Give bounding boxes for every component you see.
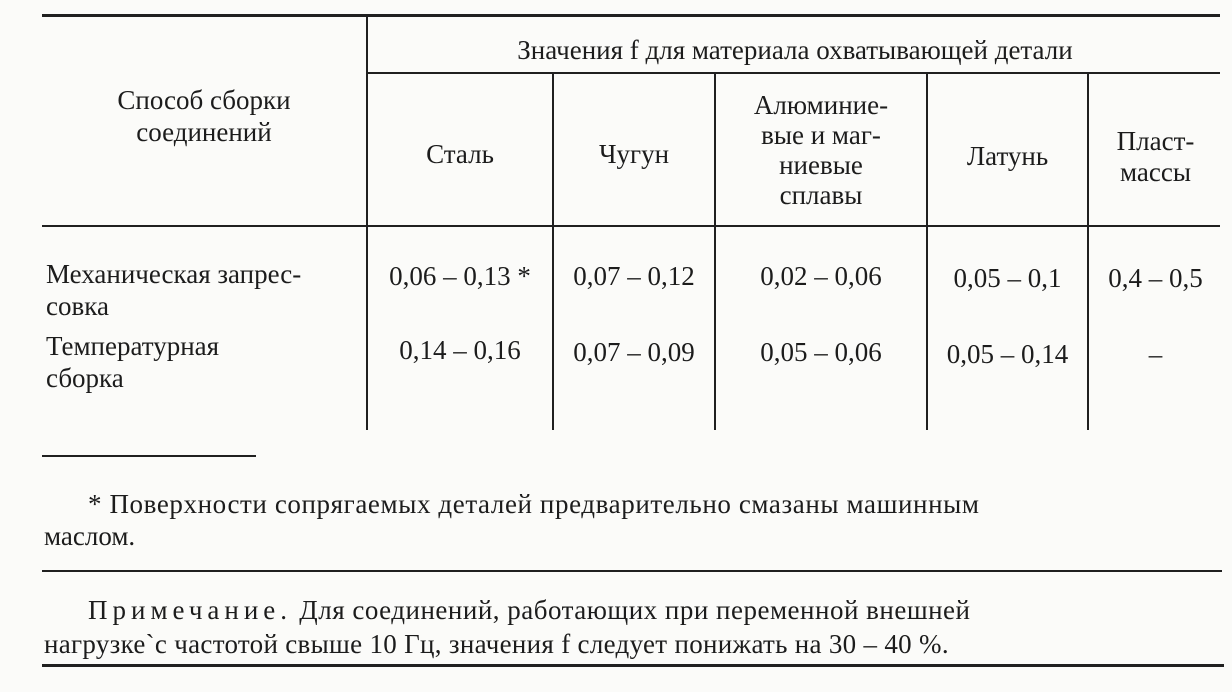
cell-mechanical-cast-iron: 0,07 – 0,12 bbox=[573, 261, 695, 291]
column-header-cast-iron: Чугун bbox=[598, 139, 670, 169]
column-header-aluminium-line-2: вые и маг- bbox=[761, 120, 881, 150]
note-label: Примечание. bbox=[88, 595, 293, 625]
column-header-aluminium-line-4: сплавы bbox=[779, 180, 863, 210]
row-label-mechanical-line-2: совка bbox=[46, 291, 109, 321]
row-header-line-1: Способ сборки bbox=[117, 85, 291, 115]
footnote-separator bbox=[42, 455, 256, 457]
group-header: Значения f для материала охватывающей детали bbox=[517, 35, 1073, 65]
column-divider-2 bbox=[552, 73, 554, 430]
footnote-line-1: * Поверхности сопрягаемых деталей предварительно смазаны машинным bbox=[88, 489, 980, 519]
cell-mechanical-aluminium: 0,02 – 0,06 bbox=[760, 261, 882, 291]
group-header-rule bbox=[368, 72, 1220, 74]
row-label-thermal-line-1: Температурная bbox=[46, 331, 220, 361]
cell-thermal-steel: 0,14 – 0,16 bbox=[399, 335, 521, 365]
table-top-rule bbox=[42, 14, 1220, 17]
row-label-thermal bbox=[46, 330, 219, 394]
column-header-aluminium bbox=[716, 90, 926, 210]
cell-mechanical-plastics: 0,4 – 0,5 bbox=[1108, 263, 1203, 293]
note-bottom-rule bbox=[42, 664, 1224, 667]
row-header-line-2: соединений bbox=[136, 117, 272, 147]
cell-thermal-aluminium: 0,05 – 0,06 bbox=[760, 337, 882, 367]
cell-mechanical-steel: 0,06 – 0,13 * bbox=[389, 261, 531, 291]
cell-mechanical-brass: 0,05 – 0,1 bbox=[953, 263, 1062, 293]
cell-thermal-plastics: – bbox=[1148, 339, 1163, 369]
column-header-plastics-line-2: массы bbox=[1120, 157, 1191, 187]
row-label-thermal-line-2: сборка bbox=[46, 363, 124, 393]
row-header bbox=[42, 84, 366, 148]
note-line-1 bbox=[88, 594, 971, 626]
cell-thermal-brass: 0,05 – 0,14 bbox=[946, 339, 1069, 369]
note-top-rule bbox=[42, 570, 1222, 572]
column-header-brass: Латунь bbox=[966, 141, 1049, 171]
column-header-plastics-line-1: Пласт- bbox=[1116, 126, 1195, 156]
column-divider-1 bbox=[366, 16, 368, 430]
footnote-line-2: маслом. bbox=[44, 521, 136, 551]
row-label-mechanical bbox=[46, 258, 301, 322]
note-line-2: нагрузке`с частотой свыше 10 Гц, значения f следует понижать на 30 – 40 %. bbox=[44, 629, 949, 659]
column-header-plastics bbox=[1089, 126, 1222, 188]
header-bottom-rule bbox=[42, 225, 1220, 227]
column-header-aluminium-line-1: Алюминие- bbox=[753, 90, 889, 120]
row-label-mechanical-line-1: Механическая запрес- bbox=[46, 259, 302, 289]
note-line-1-text: Для соединений, работающих при переменной внешней bbox=[299, 595, 971, 625]
cell-thermal-cast-iron: 0,07 – 0,09 bbox=[573, 337, 695, 367]
column-header-steel: Сталь bbox=[426, 139, 494, 169]
column-divider-4 bbox=[926, 73, 928, 430]
column-header-aluminium-line-3: ниевые bbox=[779, 150, 863, 180]
